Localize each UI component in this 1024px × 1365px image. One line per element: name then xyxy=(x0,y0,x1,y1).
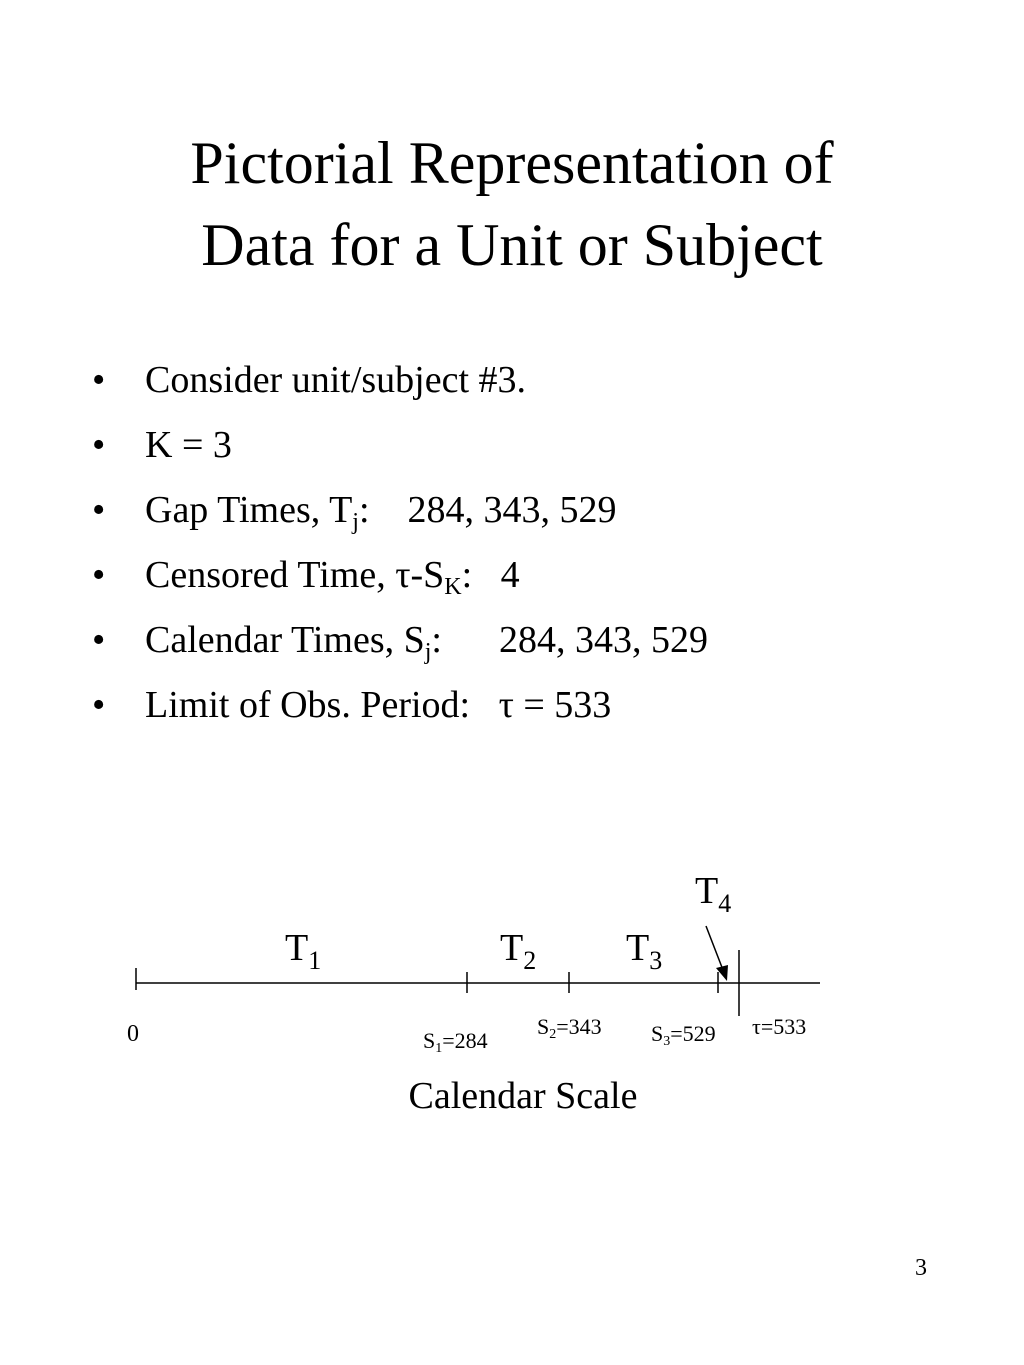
bullet-dot: • xyxy=(92,554,106,596)
bullet-subscript: K xyxy=(444,574,462,600)
gap-label-t2 xyxy=(500,927,536,975)
tau-value: =533 xyxy=(760,1014,807,1039)
bullet-subscript: j xyxy=(424,639,432,665)
bullet-subscript: j xyxy=(352,509,359,535)
gap-subscript: 1 xyxy=(308,946,322,975)
bullet-dot: • xyxy=(92,359,106,401)
bullet-text-pre: Gap Times, T xyxy=(145,489,353,531)
gap-label-t3 xyxy=(626,927,662,975)
bullet-text: Consider unit/subject #3. xyxy=(145,359,527,401)
axis-caption: Calendar Scale xyxy=(408,1075,638,1117)
tau-label xyxy=(752,1014,806,1039)
event-value: =529 xyxy=(670,1021,716,1046)
gap-letter: T xyxy=(500,927,524,969)
event-label-s1 xyxy=(423,1028,488,1056)
t4-arrow-line xyxy=(706,926,723,970)
bullet-dot: • xyxy=(92,619,106,661)
event-letter: S xyxy=(651,1021,664,1046)
event-letter: S xyxy=(423,1028,436,1053)
bullet-text-post: : 4 xyxy=(461,554,520,596)
title-line-1: Pictorial Representation of xyxy=(190,130,834,196)
bullet-dot: • xyxy=(92,424,106,466)
event-letter: S xyxy=(537,1014,550,1039)
bullet-dot: • xyxy=(92,684,106,726)
event-label-s3 xyxy=(651,1021,716,1049)
tau-letter: τ xyxy=(752,1014,761,1039)
bullet-text: K = 3 xyxy=(145,424,232,466)
gap-letter: T xyxy=(626,927,650,969)
event-value: =284 xyxy=(442,1028,488,1053)
origin-label: 0 xyxy=(127,1021,139,1047)
bullet-text-pre: Calendar Times, S xyxy=(145,619,425,661)
event-label-s2 xyxy=(537,1014,602,1042)
bullet-dot: • xyxy=(92,489,106,531)
event-subscript: 1 xyxy=(435,1041,443,1056)
bullet-text-post: : 284, 343, 529 xyxy=(358,489,617,531)
bullet-text-post: : 284, 343, 529 xyxy=(431,619,708,661)
gap-label-t1 xyxy=(285,927,321,975)
slide-number: 3 xyxy=(915,1255,927,1281)
gap-letter: T xyxy=(695,870,719,912)
gap-subscript: 2 xyxy=(523,946,537,975)
gap-label-t4 xyxy=(695,870,731,918)
gap-subscript: 3 xyxy=(649,946,663,975)
bullet-text-pre: Censored Time, τ-S xyxy=(145,554,445,596)
bullet-text: Limit of Obs. Period: τ = 533 xyxy=(145,684,612,726)
event-subscript: 2 xyxy=(549,1027,557,1042)
title-line-2: Data for a Unit or Subject xyxy=(201,212,823,278)
gap-subscript: 4 xyxy=(718,889,732,918)
event-subscript: 3 xyxy=(663,1034,671,1049)
event-value: =343 xyxy=(556,1014,602,1039)
gap-letter: T xyxy=(285,927,309,969)
